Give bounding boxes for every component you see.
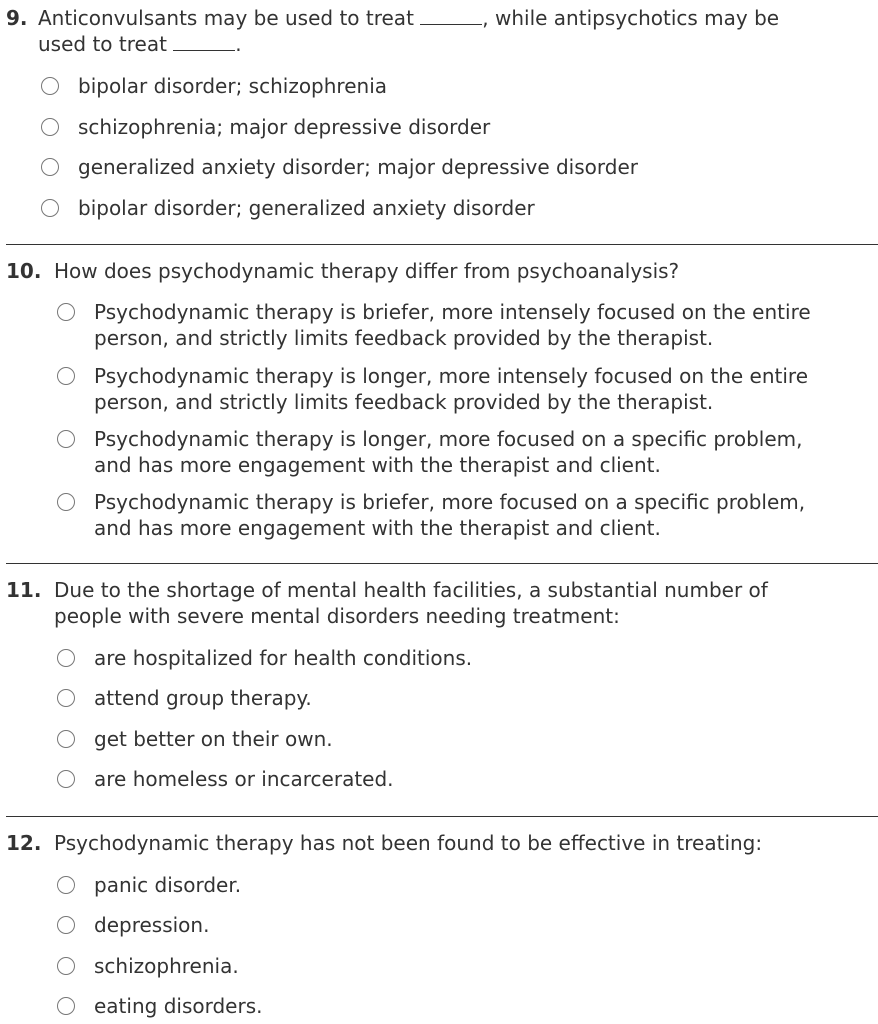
- option-label: [94, 363, 808, 415]
- radio-button[interactable]: [57, 367, 75, 385]
- question-divider: [6, 816, 878, 817]
- radio-button[interactable]: [57, 493, 75, 511]
- option-label-line: Psychodynamic therapy is longer, more intensely focused on the entire: [94, 364, 808, 388]
- answer-option[interactable]: [57, 363, 808, 415]
- question-number: 10.: [6, 259, 42, 283]
- radio-button[interactable]: [57, 649, 75, 667]
- radio-button[interactable]: [41, 77, 59, 95]
- radio-button[interactable]: [57, 876, 75, 894]
- question-divider: [6, 563, 878, 564]
- question-stem: [54, 577, 874, 629]
- answer-option[interactable]: [41, 195, 535, 221]
- option-label-line: and has more engagement with the therapist and client.: [94, 516, 661, 540]
- answer-option[interactable]: [57, 953, 239, 979]
- question-stem-text: used to treat: [38, 32, 167, 56]
- answer-option[interactable]: [57, 766, 394, 792]
- radio-button[interactable]: [41, 199, 59, 217]
- answer-option[interactable]: [57, 912, 209, 938]
- question-stem: Psychodynamic therapy has not been found to be effective in treating:: [54, 831, 763, 855]
- option-label: generalized anxiety disorder; major depressive disorder: [78, 155, 638, 179]
- answer-blank: [173, 34, 235, 51]
- answer-option[interactable]: [41, 114, 490, 140]
- radio-button[interactable]: [57, 916, 75, 934]
- answer-option[interactable]: [57, 993, 262, 1019]
- answer-option[interactable]: [57, 426, 802, 478]
- question-stem-text: , while antipsychotics may be: [482, 6, 780, 30]
- option-label: attend group therapy.: [94, 686, 312, 710]
- question-number: 11.: [6, 578, 42, 602]
- option-label: bipolar disorder; generalized anxiety disorder: [78, 196, 535, 220]
- question-stem-text: people with severe mental disorders needing treatment:: [54, 604, 620, 628]
- answer-option[interactable]: [57, 872, 241, 898]
- option-label-line: and has more engagement with the therapist and client.: [94, 453, 661, 477]
- answer-blank: [420, 8, 482, 25]
- option-label: panic disorder.: [94, 873, 242, 897]
- radio-button[interactable]: [57, 303, 75, 321]
- answer-option[interactable]: [57, 299, 811, 351]
- answer-option[interactable]: [57, 645, 472, 671]
- answer-option[interactable]: [41, 73, 387, 99]
- option-label-line: person, and strictly limits feedback provided by the therapist.: [94, 326, 714, 350]
- question-number: 12.: [6, 831, 42, 855]
- answer-option[interactable]: [57, 489, 805, 541]
- radio-button[interactable]: [57, 689, 75, 707]
- option-label: eating disorders.: [94, 994, 263, 1018]
- option-label-line: Psychodynamic therapy is longer, more focused on a specific problem,: [94, 427, 803, 451]
- radio-button[interactable]: [57, 770, 75, 788]
- option-label: schizophrenia.: [94, 954, 239, 978]
- question-stem-text: .: [235, 32, 242, 56]
- option-label: bipolar disorder; schizophrenia: [78, 74, 388, 98]
- option-label-line: Psychodynamic therapy is briefer, more intensely focused on the entire: [94, 300, 811, 324]
- radio-button[interactable]: [57, 957, 75, 975]
- question-stem-text: Due to the shortage of mental health facilities, a substantial number of: [54, 578, 768, 602]
- question-divider: [6, 244, 878, 245]
- option-label: [94, 489, 805, 541]
- question-stem: [38, 5, 868, 57]
- question-stem: How does psychodynamic therapy differ from psychoanalysis?: [54, 259, 680, 283]
- answer-option[interactable]: [57, 685, 312, 711]
- option-label: get better on their own.: [94, 727, 333, 751]
- radio-button[interactable]: [57, 430, 75, 448]
- option-label: are hospitalized for health conditions.: [94, 646, 473, 670]
- question-number: 9.: [6, 6, 28, 30]
- option-label: depression.: [94, 913, 210, 937]
- radio-button[interactable]: [57, 730, 75, 748]
- option-label: schizophrenia; major depressive disorder: [78, 115, 491, 139]
- option-label: are homeless or incarcerated.: [94, 767, 394, 791]
- option-label: [94, 426, 802, 478]
- answer-option[interactable]: [41, 154, 638, 180]
- option-label-line: person, and strictly limits feedback provided by the therapist.: [94, 390, 714, 414]
- radio-button[interactable]: [41, 158, 59, 176]
- answer-option[interactable]: [57, 726, 333, 752]
- radio-button[interactable]: [57, 997, 75, 1015]
- option-label: [94, 299, 811, 351]
- option-label-line: Psychodynamic therapy is briefer, more focused on a specific problem,: [94, 490, 806, 514]
- radio-button[interactable]: [41, 118, 59, 136]
- question-stem-text: Anticonvulsants may be used to treat: [38, 6, 414, 30]
